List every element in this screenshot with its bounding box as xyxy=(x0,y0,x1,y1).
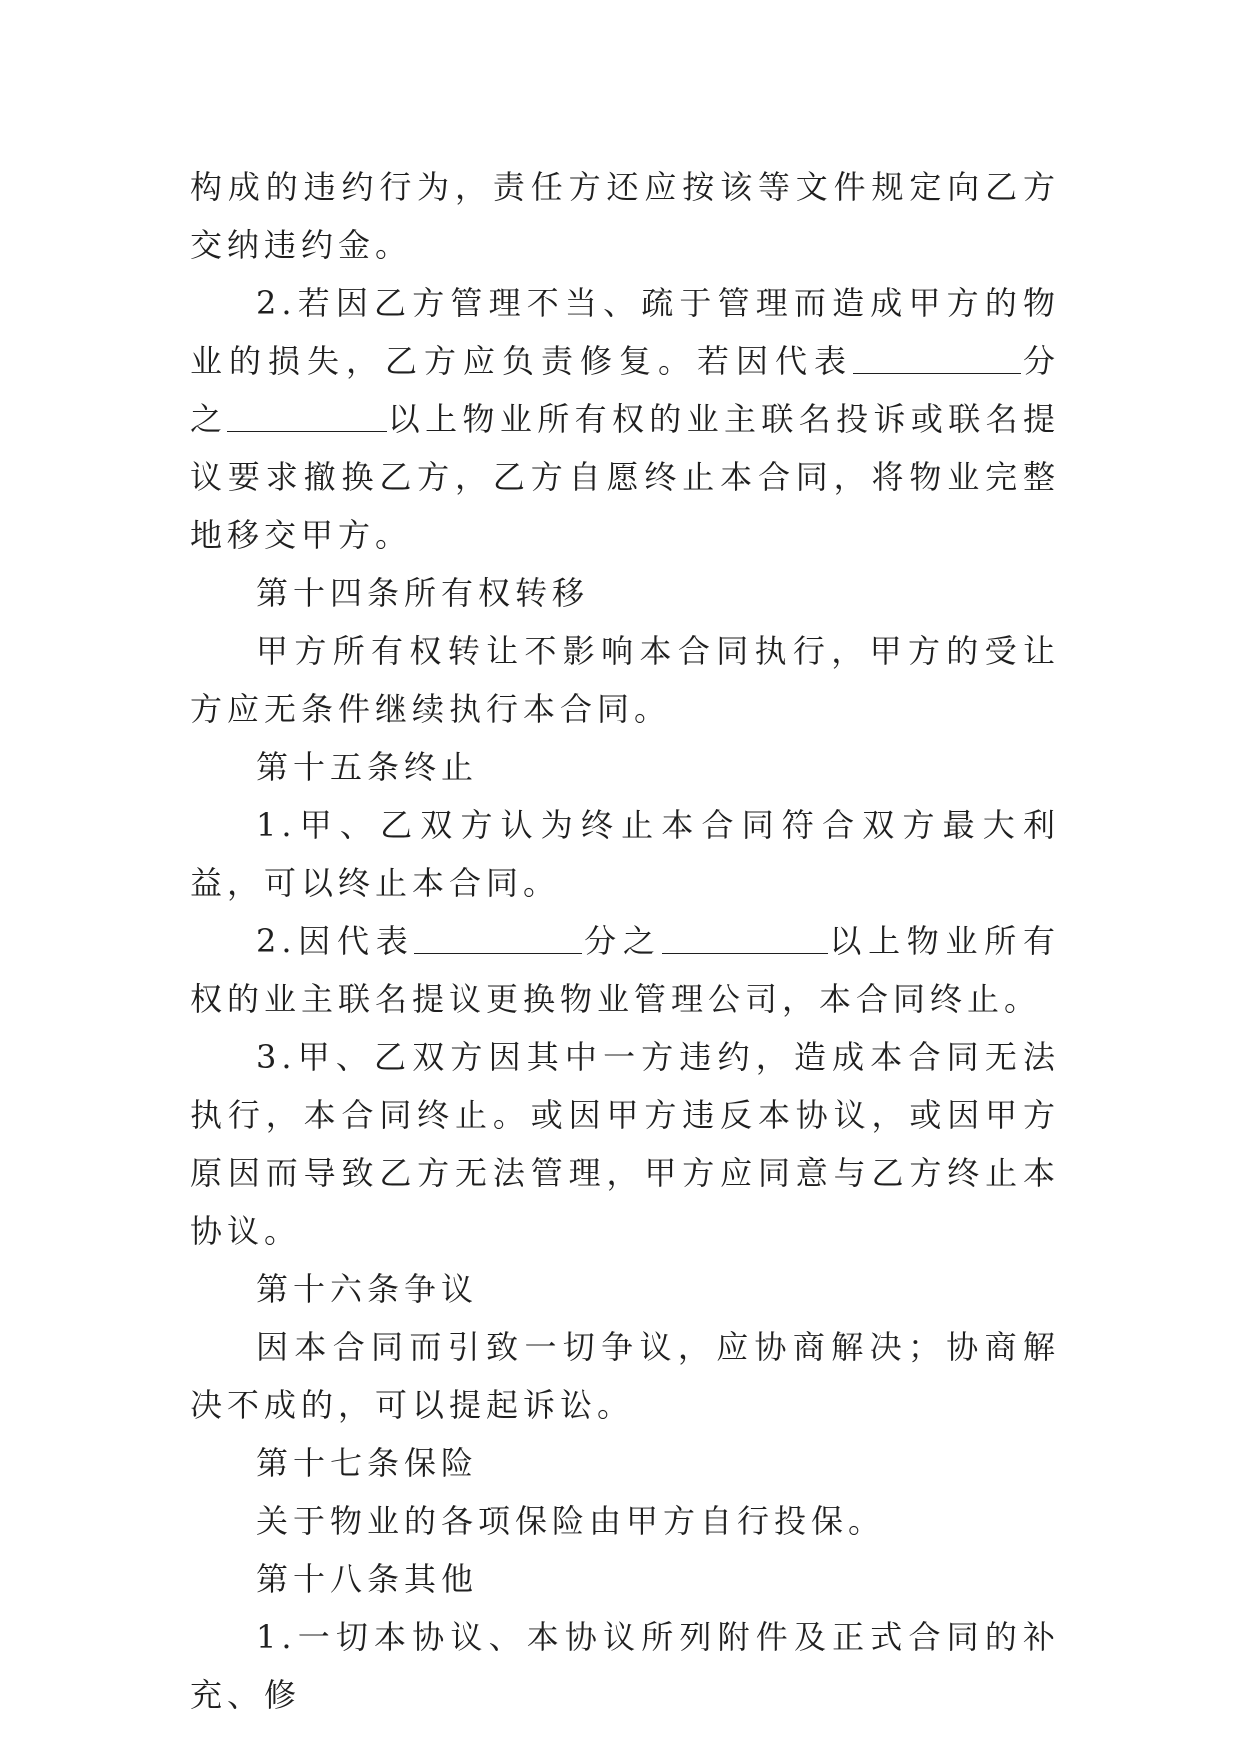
article-16-heading: 第十六条争议 xyxy=(256,1270,479,1308)
article-18-heading: 第十八条其他 xyxy=(256,1560,479,1598)
document-body xyxy=(190,158,1060,1724)
paragraph-dispute: 因本合同而引致一切争议，应协商解决；协商解决不成的，可以提起诉讼。 xyxy=(190,1328,1060,1424)
paragraph-text-segment: 分之 xyxy=(582,922,662,960)
article-15-heading: 第十五条终止 xyxy=(256,748,479,786)
paragraph-other-1: 1.一切本协议、本协议所列附件及正式合同的补充、修 xyxy=(190,1618,1060,1714)
article-17-heading: 第十七条保险 xyxy=(256,1444,479,1482)
paragraph-text-segment: 2.若因乙方管理不当、疏于管理而造成甲方的物业的损失，乙方应负责修复。若因代表 xyxy=(190,284,1060,380)
paragraph-repair-and-replacement xyxy=(190,274,1060,564)
paragraph-breach-penalty: 构成的违约行为，责任方还应按该等文件规定向乙方交纳违约金。 xyxy=(190,168,1060,264)
paragraph-ownership-transfer: 甲方所有权转让不影响本合同执行，甲方的受让方应无条件继续执行本合同。 xyxy=(190,632,1060,728)
fill-in-blank-denominator[interactable] xyxy=(662,923,828,954)
fill-in-blank-numerator[interactable] xyxy=(853,343,1021,374)
paragraph-termination-mutual: 1.甲、乙双方认为终止本合同符合双方最大利益，可以终止本合同。 xyxy=(190,806,1060,902)
paragraph-insurance: 关于物业的各项保险由甲方自行投保。 xyxy=(256,1502,886,1540)
fill-in-blank-numerator[interactable] xyxy=(414,923,582,954)
article-14-heading: 第十四条所有权转移 xyxy=(256,574,590,612)
paragraph-text-segment: 分之 xyxy=(190,342,1060,438)
paragraph-text-segment: 以上物业所有权的业主联名投诉或联名提议要求撤换乙方，乙方自愿终止本合同，将物业完整地移交甲方。 xyxy=(190,400,1060,554)
paragraph-termination-breach: 3.甲、乙双方因其中一方违约，造成本合同无法执行，本合同终止。或因甲方违反本协议，或因甲方原因而导致乙方无法管理，甲方应同意与乙方终止本协议。 xyxy=(190,1038,1060,1250)
paragraph-termination-owners xyxy=(190,912,1060,1028)
paragraph-text-segment: 以上物业所有权的业主联名提议更换物业管理公司，本合同终止。 xyxy=(190,922,1060,1018)
paragraph-text-segment: 2.因代表 xyxy=(256,922,415,960)
fill-in-blank-denominator[interactable] xyxy=(227,401,387,432)
